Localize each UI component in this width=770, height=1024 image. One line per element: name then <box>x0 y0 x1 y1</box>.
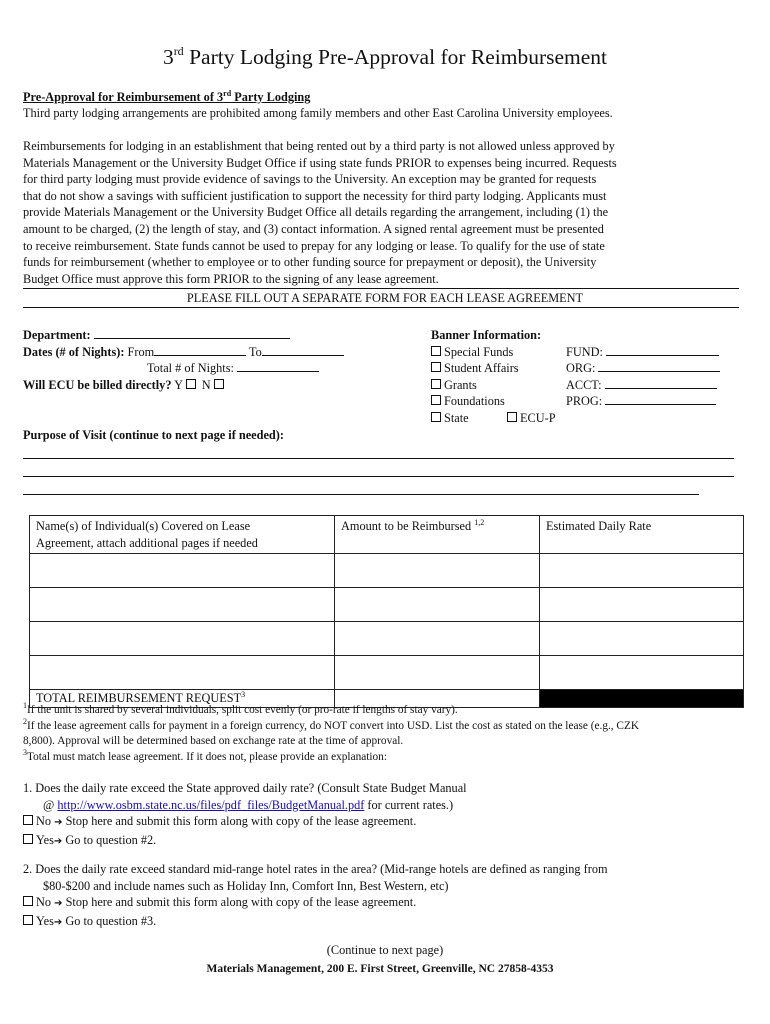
body-paragraph: Reimbursements for lodging in an establishment that being rented out by a third party is not allowed unless approved by Materials Management or the University Budget Office if using state funds PRIOR to expenses being incurred. Requests for third party lodging must provide evidence of savings to the University. An exception may be granted for requests that do not show a savings with sufficient justification to support the necessity for third party lodging. Applicants must provide Materials Management or the University Budget Office all details regarding the arrangement, including (1) the amount to be charged, (2) the length of stay, and (3) contact information. A signed rental agreement must be presented to receive reimbursement. State funds cannot be used to prepay for any lodging or lease. To qualify for the use of state funds for reimbursement (whether to employee or to other funding source for prepayment or deposit), the University Budget Office must approve this form PRIOR to the signing of any lease agreement. <box>23 139 617 286</box>
table-row <box>30 656 744 690</box>
separate-form-note: PLEASE FILL OUT A SEPARATE FORM FOR EACH LEASE AGREEMENT <box>186 291 584 305</box>
table-row <box>30 554 744 588</box>
option-special-funds[interactable]: Special Funds <box>431 344 513 361</box>
amount-cell[interactable] <box>335 656 540 690</box>
purpose-line[interactable] <box>23 458 734 459</box>
table-row <box>30 588 744 622</box>
intro-text: Third party lodging arrangements are prohibited among family members and other East Carolina University employees. <box>23 106 613 120</box>
continue-note: (Continue to next page) <box>326 943 444 957</box>
fund-field[interactable]: FUND: <box>566 344 719 361</box>
total-label: TOTAL REIMBURSEMENT REQUEST$^3$ <box>30 690 335 708</box>
rate-cell[interactable] <box>540 588 744 622</box>
name-cell[interactable] <box>30 656 335 690</box>
q1-no-checkbox[interactable] <box>23 815 33 825</box>
header-names: Name(s) of Individual(s) Covered on Lease Agreement, attach additional pages if needed <box>30 516 335 554</box>
question-2: 2. Does the daily rate exceed standard mid-range hotel rates in the area? (Mid-range hotels are defined as ranging from $80-$200 and include names such as Holiday Inn, Comfort Inn, Best Western, etc) No ➔ Stop here and submit this form along with copy of the lease agreement. Yes➔ Go to question #3. <box>23 862 608 928</box>
dates-field[interactable]: Dates (# of Nights): From To <box>23 344 344 361</box>
reimbursement-table <box>29 515 744 708</box>
amount-cell[interactable] <box>335 622 540 656</box>
rate-cell[interactable] <box>540 656 744 690</box>
q1-yes-checkbox[interactable] <box>23 834 33 844</box>
billed-directly-field: Will ECU be billed directly? Y N <box>23 377 227 394</box>
purpose-label: Purpose of Visit (continue to next page if needed): <box>23 428 284 442</box>
purpose-line[interactable] <box>23 494 699 495</box>
arrow-right-icon: ➔ <box>54 898 63 910</box>
name-cell[interactable] <box>30 554 335 588</box>
total-nights-field[interactable]: Total # of Nights: <box>147 360 319 377</box>
option-ecu-p[interactable]: ECU-P <box>507 410 556 427</box>
arrow-right-icon: ➔ <box>54 817 63 829</box>
yes-checkbox[interactable] <box>186 379 196 389</box>
page-title: 3rd Party Lodging Pre-Approval for Reimbursement <box>162 44 608 69</box>
amount-cell[interactable] <box>335 588 540 622</box>
option-student-affairs[interactable]: Student Affairs <box>431 360 519 377</box>
header-amount: Amount to be Reimbursed $^{1,2}$ <box>335 516 540 554</box>
footnotes: $^1$If the unit is shared by several individuals, split cost evenly (or pro-rate if lengths of stay vary). $^2$If the lease agreement calls for payment in a foreign currency, do NOT convert into USD. List the cost as stated on the lease (e.g., CZK 8,800). Approval will be determined based on exchange rate at the time of approval. $^3$Total must match lease agreement. If it does not, please provide an explanation: <box>23 701 640 764</box>
banner-label: Banner Information: <box>431 328 542 342</box>
option-state[interactable]: State <box>431 410 469 427</box>
arrow-right-icon: ➔ <box>53 916 63 928</box>
section-heading: Pre-Approval for Reimbursement of 3rd Party Lodging <box>23 89 311 104</box>
header-daily-rate: Estimated Daily Rate <box>540 516 744 554</box>
org-field[interactable]: ORG: <box>566 360 720 377</box>
amount-cell[interactable] <box>335 554 540 588</box>
rate-cell[interactable] <box>540 554 744 588</box>
option-foundations[interactable]: Foundations <box>431 393 505 410</box>
footer-address: Materials Management, 200 E. First Street, Greenville, NC 27858-4353 <box>206 963 554 975</box>
no-checkbox[interactable] <box>214 379 224 389</box>
purpose-line[interactable] <box>23 476 734 477</box>
divider <box>23 307 739 308</box>
table-row <box>30 622 744 656</box>
rate-cell[interactable] <box>540 622 744 656</box>
name-cell[interactable] <box>30 622 335 656</box>
divider <box>23 288 739 289</box>
q2-yes-checkbox[interactable] <box>23 915 33 925</box>
question-1: 1. Does the daily rate exceed the State approved daily rate? (Consult State Budget Manual @ http://www.osbm.state.nc.us/files/pdf_files/BudgetManual.pdf for current rates.) No ➔ Stop here and submit this form along with copy of the lease agreement. Yes➔ Go to question #2. <box>23 781 467 847</box>
q2-no-checkbox[interactable] <box>23 896 33 906</box>
option-grants[interactable]: Grants <box>431 377 477 394</box>
budget-manual-link[interactable]: http://www.osbm.state.nc.us/files/pdf_files/BudgetManual.pdf <box>57 797 365 812</box>
prog-field[interactable]: PROG: <box>566 393 716 410</box>
arrow-right-icon: ➔ <box>53 835 63 847</box>
name-cell[interactable] <box>30 588 335 622</box>
acct-field[interactable]: ACCT: <box>566 377 717 394</box>
department-field[interactable]: Department: <box>23 327 290 344</box>
